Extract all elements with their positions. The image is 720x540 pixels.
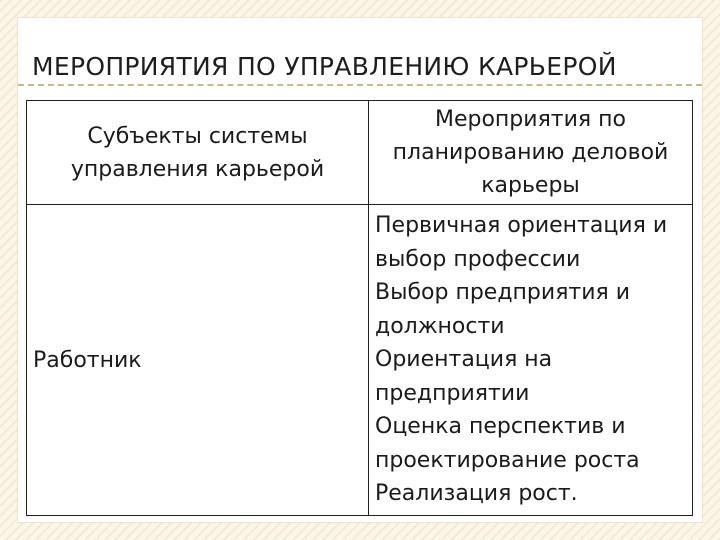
table-row xyxy=(27,205,693,516)
header-activities-label: Мероприятия по планированию деловой карьеры xyxy=(392,107,669,198)
header-cell-subjects xyxy=(27,101,369,205)
header-subjects-label: Субъекты системы управления карьерой xyxy=(70,123,325,182)
table-header-row xyxy=(27,101,693,205)
activities-cell xyxy=(369,205,693,516)
header-cell-activities xyxy=(369,101,693,205)
subject-cell xyxy=(27,205,369,516)
activity-line: проектирование роста xyxy=(375,447,640,473)
activity-line: предприятии xyxy=(375,380,530,406)
subject-label: Работник xyxy=(33,347,142,373)
career-activities-table xyxy=(26,100,693,516)
activity-line: выбор профессии xyxy=(375,246,581,272)
activities-list xyxy=(369,205,692,511)
page-title: МЕРОПРИЯТИЯ ПО УПРАВЛЕНИЮ КАРЬЕРОЙ xyxy=(32,52,617,81)
title-divider xyxy=(18,84,702,86)
activity-line: Ориентация на xyxy=(375,347,553,372)
activity-line: Выбор предприятия и xyxy=(375,280,631,305)
activity-line: Оценка перспектив и xyxy=(375,414,626,439)
activity-line: Реализация рост. xyxy=(375,481,578,506)
activity-line: должности xyxy=(375,313,505,339)
activity-line: Первичная ориентация и xyxy=(375,213,668,238)
